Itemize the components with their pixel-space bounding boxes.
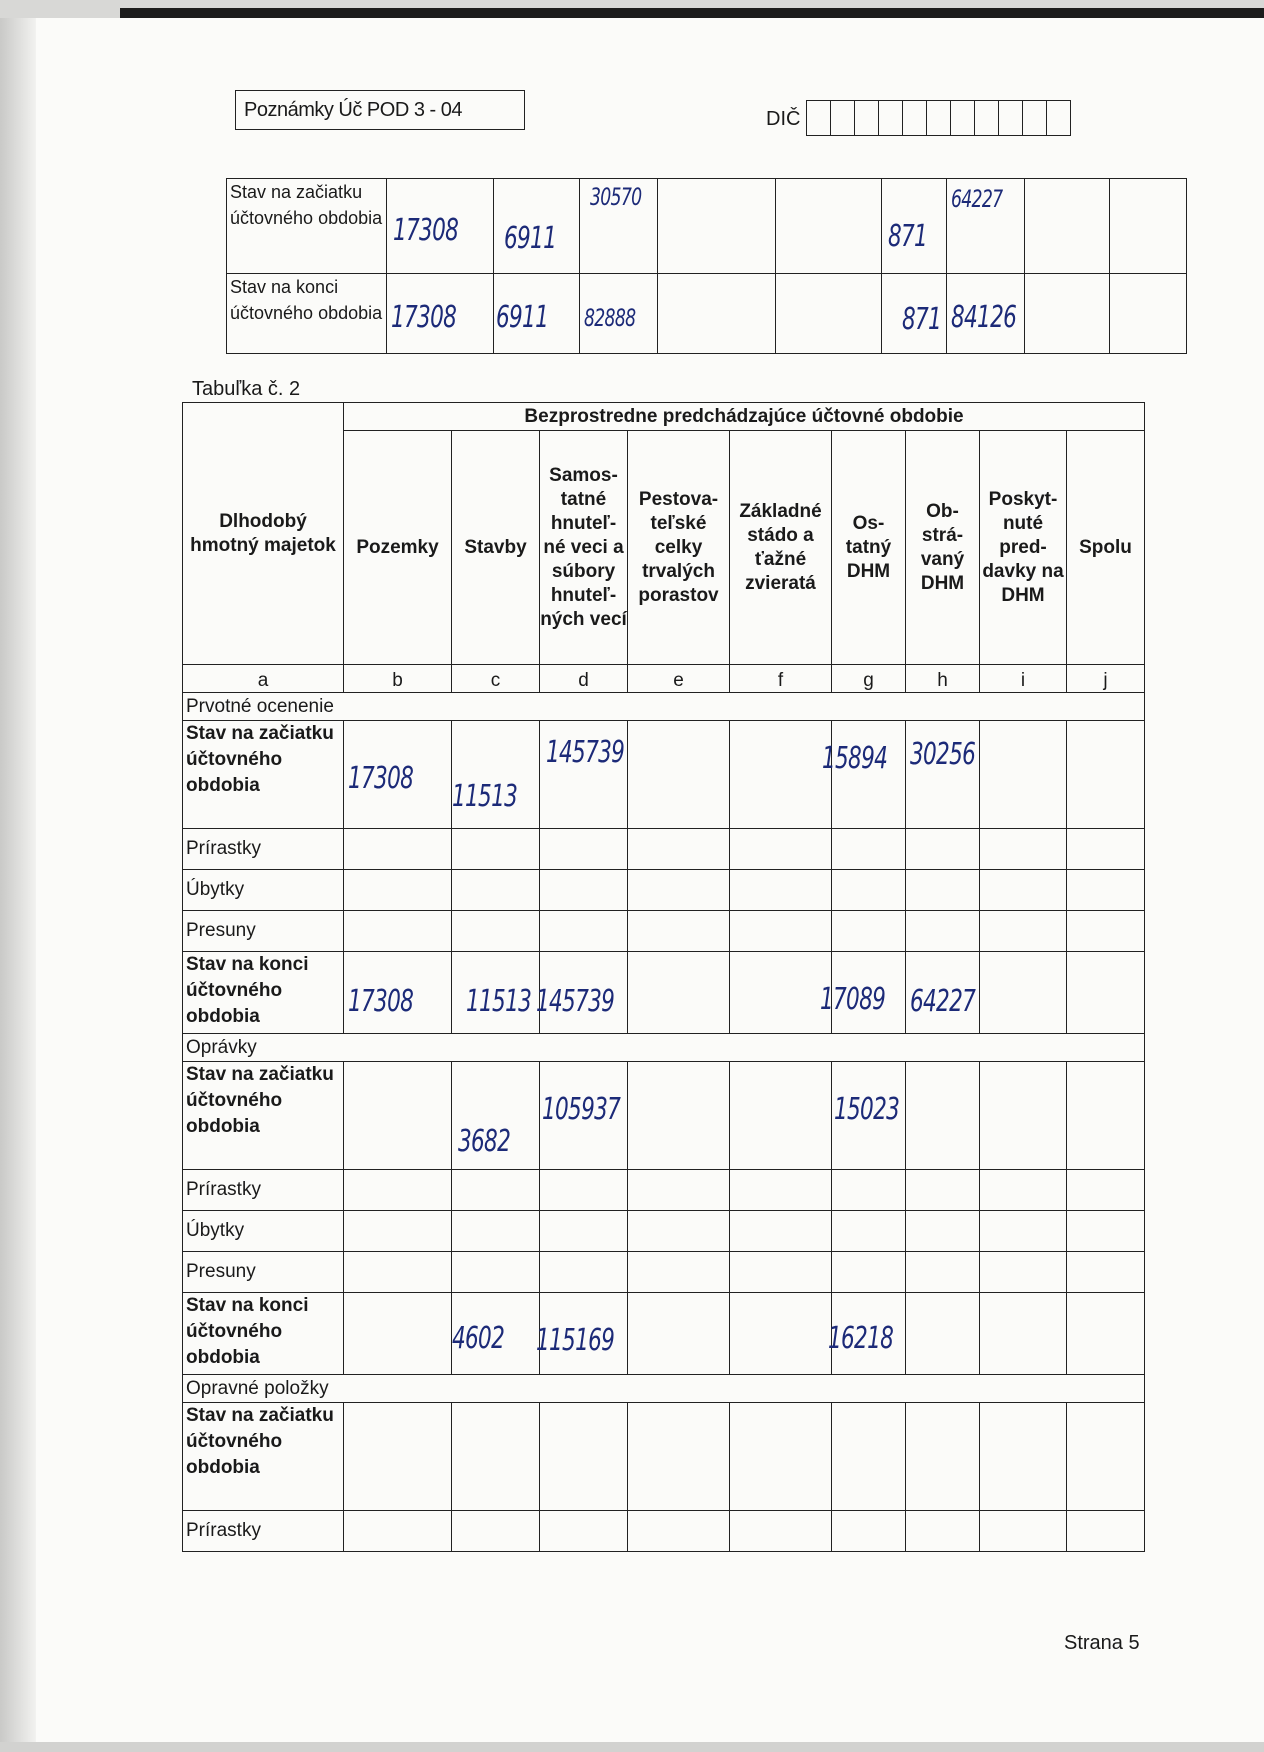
col-letter: g bbox=[832, 665, 906, 693]
hw-value: 145739 bbox=[546, 735, 625, 770]
hw-value: 16218 bbox=[828, 1321, 894, 1356]
row-label: Stav na konci účtovného obdobia bbox=[183, 952, 344, 1034]
row-label: Úbytky bbox=[183, 1211, 344, 1252]
hw-value: 145739 bbox=[536, 984, 615, 1019]
col-letter: c bbox=[452, 665, 540, 693]
col-header: Pestova- teľské celky trvalých porastov bbox=[628, 431, 730, 665]
hw-value: 115169 bbox=[536, 1323, 615, 1358]
scan-top-edge bbox=[0, 0, 1264, 18]
form-label: Poznámky Úč POD 3 - 04 bbox=[235, 90, 525, 130]
hw-value: 3682 bbox=[458, 1124, 511, 1159]
table-2 bbox=[182, 402, 1145, 1552]
col-letter: j bbox=[1067, 665, 1145, 693]
hw-value: 17089 bbox=[820, 982, 886, 1017]
row-label: Prírastky bbox=[183, 1511, 344, 1552]
hw-value: 105937 bbox=[542, 1092, 621, 1127]
row-label: Presuny bbox=[183, 1252, 344, 1293]
hw-value: 871 bbox=[888, 219, 928, 254]
dic-label: DIČ bbox=[766, 108, 801, 130]
scan-left-edge bbox=[0, 0, 36, 1752]
hw-value: 6911 bbox=[504, 221, 557, 256]
hw-value: 30570 bbox=[590, 183, 642, 211]
row-label: Presuny bbox=[183, 911, 344, 952]
hw-value: 4602 bbox=[452, 1321, 505, 1356]
col-header: Poskyt- nuté pred- davky na DHM bbox=[980, 431, 1067, 665]
col-letter: b bbox=[344, 665, 452, 693]
col-letter: i bbox=[980, 665, 1067, 693]
hw-value: 84126 bbox=[951, 300, 1017, 335]
hw-value: 17308 bbox=[348, 761, 414, 796]
row-label: Stav na začiatku účtovného obdobia bbox=[183, 721, 344, 829]
col-header: Stavby bbox=[452, 431, 540, 665]
hw-value: 11513 bbox=[452, 779, 518, 814]
hw-value: 64227 bbox=[951, 185, 1003, 213]
col-header: Pozemky bbox=[344, 431, 452, 665]
hw-value: 17308 bbox=[391, 300, 457, 335]
dic-input-boxes bbox=[806, 100, 1071, 136]
table-2-title: Tabuľka č. 2 bbox=[192, 378, 301, 400]
row-label: Stav na konci účtovného obdobia bbox=[183, 1293, 344, 1375]
col-letter: e bbox=[628, 665, 730, 693]
top-table bbox=[226, 178, 1187, 354]
row-label: Prírastky bbox=[183, 1170, 344, 1211]
page-number: Strana 5 bbox=[1064, 1632, 1140, 1654]
col-letter: a bbox=[183, 665, 344, 693]
row-label: Stav na začiatku účtovného obdobia bbox=[183, 1403, 344, 1511]
col-header: Spolu bbox=[1067, 431, 1145, 665]
hw-value: 64227 bbox=[910, 984, 976, 1019]
scan-bottom-edge bbox=[0, 1742, 1264, 1752]
section-title: Opravné položky bbox=[183, 1375, 1145, 1403]
col-header: Základné stádo a ťažné zvieratá bbox=[730, 431, 832, 665]
group-header: Bezprostredne predchádzajúce účtovné obdobie bbox=[344, 403, 1145, 431]
hw-value: 82888 bbox=[584, 304, 636, 332]
top-row-start-label: Stav na začiatku účtovného obdobia bbox=[227, 179, 387, 274]
col-letter: h bbox=[906, 665, 980, 693]
col-header: Os- tatný DHM bbox=[832, 431, 906, 665]
col-letter: f bbox=[730, 665, 832, 693]
row-label: Úbytky bbox=[183, 870, 344, 911]
hw-value: 15023 bbox=[834, 1092, 900, 1127]
hw-value: 871 bbox=[902, 302, 942, 337]
row-header: Dlhodobý hmotný majetok bbox=[183, 403, 344, 665]
hw-value: 30256 bbox=[910, 737, 976, 772]
col-header: Ob- strá- vaný DHM bbox=[906, 431, 980, 665]
row-label: Prírastky bbox=[183, 829, 344, 870]
hw-value: 15894 bbox=[822, 741, 888, 776]
hw-value: 17308 bbox=[348, 984, 414, 1019]
section-title: Prvotné ocenenie bbox=[183, 693, 1145, 721]
section-title: Oprávky bbox=[183, 1034, 1145, 1062]
hw-value: 17308 bbox=[393, 213, 459, 248]
row-label: Stav na začiatku účtovného obdobia bbox=[183, 1062, 344, 1170]
col-letter: d bbox=[540, 665, 628, 693]
col-header: Samos- tatné hnuteľ- né veci a súbory hnuteľ- ných vecí bbox=[540, 431, 628, 665]
hw-value: 11513 bbox=[466, 984, 532, 1019]
hw-value: 6911 bbox=[496, 300, 549, 335]
top-row-end-label: Stav na konci účtovného obdobia bbox=[227, 274, 387, 354]
